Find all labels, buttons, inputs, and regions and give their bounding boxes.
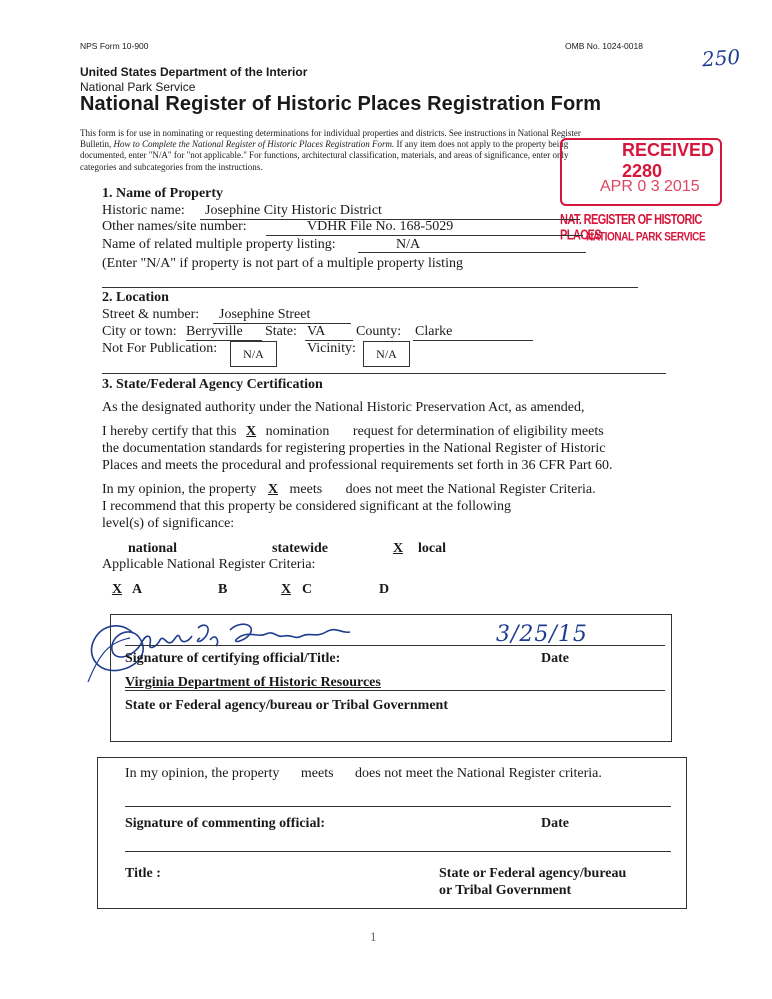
certify-text-a: I hereby certify that this	[102, 424, 237, 439]
city-label: City or town:	[102, 324, 177, 339]
criterion-c-mark: X	[280, 582, 292, 597]
historic-name-label: Historic name:	[102, 203, 185, 218]
criterion-b-letter: B	[218, 582, 228, 597]
certify-text-c: request for determination of eligibility meets	[352, 424, 604, 439]
recommend-line-1: I recommend that this property be considered significant at the following	[102, 499, 511, 514]
street-label: Street & number:	[102, 307, 200, 322]
certify-text-b: nomination	[265, 424, 330, 439]
instructions-bulletin-title: How to Complete the National Register of Historic Places Registration Form.	[113, 139, 395, 150]
level-local[interactable]	[378, 541, 446, 557]
opinion-text-a: In my opinion, the property	[102, 482, 257, 497]
comment-opinion-line	[125, 766, 602, 782]
criterion-a-letter: A	[132, 582, 143, 597]
commenting-title-line[interactable]	[125, 851, 671, 852]
commenting-agency-line-2: or Tribal Government	[439, 883, 572, 898]
commenting-signature-label: Signature of commenting official:	[125, 816, 325, 831]
commenting-date-label: Date	[541, 816, 569, 831]
instructions-line-2-start: Bulletin,	[80, 139, 114, 150]
related-listing-label-text: Name of related multiple property listing:	[102, 237, 336, 252]
instructions-line-2-end: If any item does not apply to the property being	[394, 139, 569, 150]
does-not-meet-blank[interactable]	[326, 482, 346, 497]
level-statewide-label: statewide	[272, 541, 328, 556]
commenting-title-label: Title :	[125, 866, 161, 881]
section-2-divider	[102, 373, 666, 374]
service-name: National Park Service	[80, 80, 196, 94]
state-value[interactable]: VA	[307, 324, 326, 339]
related-listing-label	[102, 237, 336, 253]
instructions-line-4: categories and subcategories from the instructions.	[80, 161, 263, 172]
criterion-a[interactable]	[102, 582, 142, 598]
other-names-label: Other names/site number:	[102, 219, 247, 234]
section-2-heading: 2. Location	[102, 290, 169, 305]
criterion-b[interactable]	[196, 582, 227, 598]
state-label: State:	[265, 324, 297, 339]
agency-label: State or Federal agency/bureau or Tribal Government	[125, 698, 449, 713]
department-name: United States Department of the Interior	[80, 65, 308, 79]
street-value[interactable]: Josephine Street	[219, 307, 311, 322]
opinion-text-c: does not meet the National Register Criteria.	[345, 482, 596, 497]
section-1-heading: 1. Name of Property	[102, 186, 224, 201]
certify-line-3: Places and meets the procedural and professional requirements set forth in 36 CFR Part 60.	[102, 458, 613, 473]
opinion-line	[102, 482, 596, 498]
not-for-publication-label: Not For Publication:	[102, 341, 218, 356]
not-for-publication-box[interactable]: N/A	[230, 341, 277, 367]
comment-meets-blank[interactable]	[283, 766, 301, 781]
recommend-line-2: level(s) of significance:	[102, 516, 235, 531]
request-blank[interactable]	[333, 424, 353, 439]
related-listing-value[interactable]: N/A	[396, 237, 421, 252]
criterion-d-letter: D	[379, 582, 390, 597]
page-title: National Register of Historic Places Registration Form	[80, 93, 602, 115]
commenting-agency-line-1: State or Federal agency/bureau	[439, 866, 627, 881]
vicinity-label: Vicinity:	[307, 341, 356, 356]
agency-value[interactable]: Virginia Department of Historic Resources	[125, 675, 381, 690]
vicinity-box[interactable]: N/A	[363, 341, 410, 367]
instructions-line-3: documented, enter "N/A" for "not applicable." For functions, architectural classification, materials, and areas of significance, enter only	[80, 150, 569, 161]
handwritten-number: 250	[701, 44, 741, 72]
nomination-checkmark[interactable]: X	[246, 424, 257, 439]
stamp-register: NAT. REGISTER OF HISTORIC PLACES	[560, 212, 702, 244]
level-national-label: national	[128, 541, 178, 556]
meets-checkmark[interactable]: X	[267, 482, 278, 497]
level-national[interactable]	[102, 541, 177, 557]
level-statewide[interactable]	[246, 541, 328, 557]
criterion-c-letter: C	[302, 582, 313, 597]
criterion-d[interactable]	[357, 582, 389, 598]
comment-opinion-c: does not meet the National Register criteria.	[355, 766, 602, 781]
certify-line-1	[102, 424, 604, 440]
stamp-service: NATIONAL PARK SERVICE	[586, 230, 706, 245]
county-value[interactable]: Clarke	[415, 324, 453, 339]
certifying-date-label: Date	[541, 651, 569, 666]
comment-opinion-b: meets	[300, 766, 334, 781]
page-number: 1	[370, 929, 377, 944]
comment-does-not-meet-blank[interactable]	[337, 766, 355, 781]
county-underline	[413, 340, 533, 341]
comment-opinion-a: In my opinion, the property	[125, 766, 280, 781]
commenting-signature-line[interactable]	[125, 806, 671, 807]
related-listing-underline	[358, 252, 586, 253]
enter-na-note: (Enter "N/A" if property is not part of a multiple property listing	[102, 256, 463, 271]
other-names-value[interactable]: VDHR File No. 168-5029	[307, 219, 454, 234]
local-checkmark: X	[392, 541, 404, 556]
opinion-text-b: meets	[289, 482, 323, 497]
other-names-underline	[266, 235, 583, 236]
certifying-signature-label: Signature of certifying official/Title:	[125, 651, 341, 666]
level-local-label: local	[418, 541, 446, 556]
county-label: County:	[356, 324, 402, 339]
criterion-c[interactable]	[270, 582, 312, 598]
form-number: NPS Form 10-900	[80, 41, 149, 51]
instructions-line-1: This form is for use in nominating or requesting determinations for individual properties and districts. See instructions in National Register	[80, 128, 581, 138]
authority-statement: As the designated authority under the National Historic Preservation Act, as amended,	[102, 400, 585, 415]
signed-date: 3/25/15	[496, 622, 588, 647]
section-1-divider	[102, 287, 638, 288]
historic-name-value[interactable]: Josephine City Historic District	[205, 203, 382, 218]
agency-underline	[125, 690, 665, 691]
stamp-received: RECEIVED 2280	[622, 140, 715, 181]
certifying-signature-line	[125, 645, 665, 646]
city-value[interactable]: Berryville	[186, 324, 243, 339]
omb-number: OMB No. 1024-0018	[565, 41, 643, 51]
certify-line-2: the documentation standards for registering properties in the National Register of Historic	[102, 441, 606, 456]
criterion-a-mark: X	[111, 582, 123, 597]
criteria-label: Applicable National Register Criteria:	[102, 557, 316, 572]
section-3-heading: 3. State/Federal Agency Certification	[102, 377, 323, 392]
received-stamp	[556, 138, 724, 258]
stamp-date: APR 0 3 2015	[600, 178, 700, 195]
